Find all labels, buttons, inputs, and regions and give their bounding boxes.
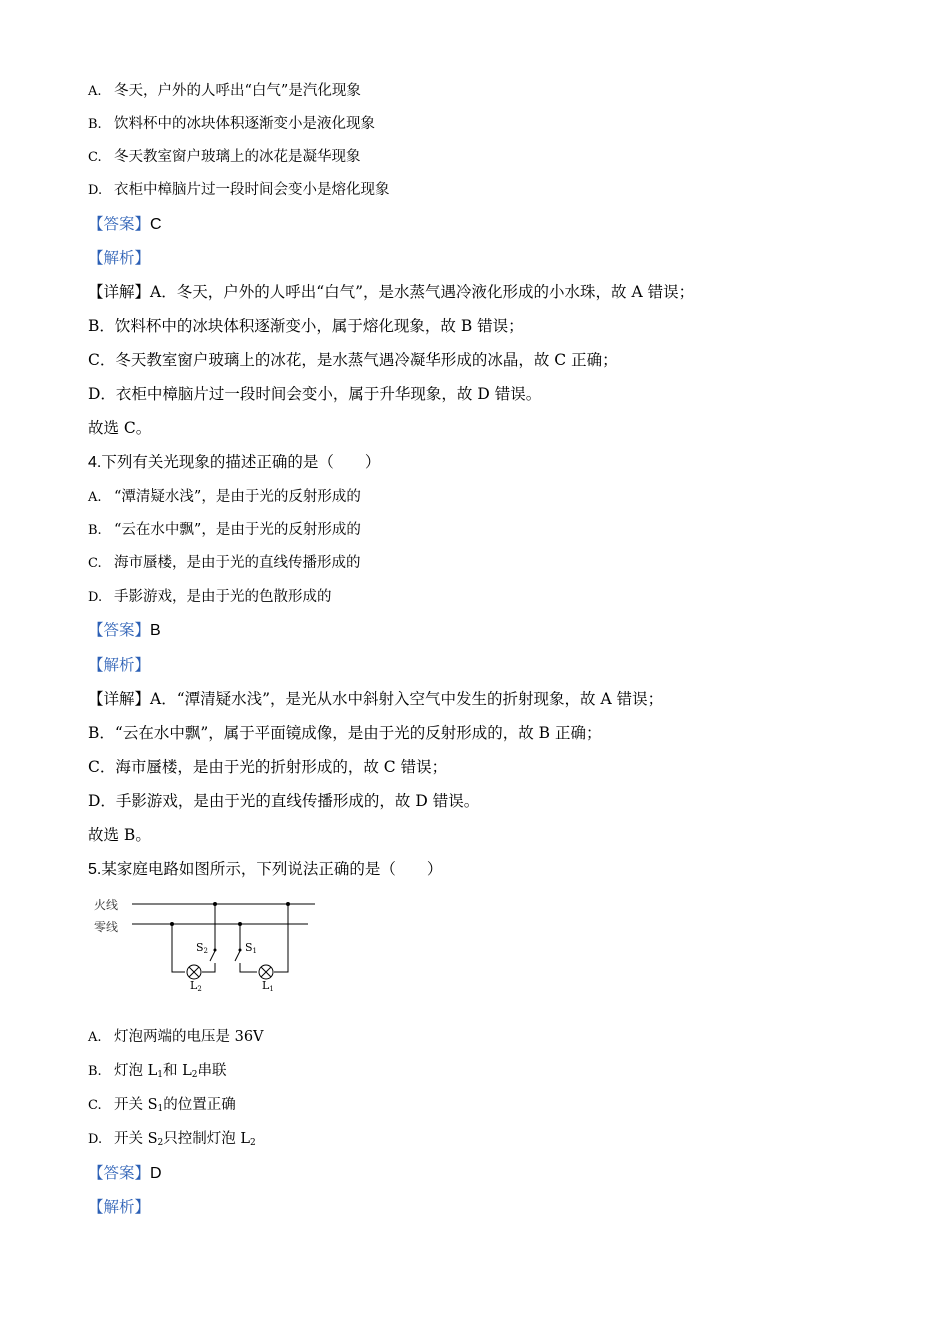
q3-analysis-tag: 【解析】 (88, 249, 151, 267)
q5-option-d: D. 开关 $S_2$只控制灯泡 $L_2$ (88, 1131, 256, 1148)
q4-option-d: D. 手影游戏，是由于光的色散形成的 (88, 589, 332, 605)
branch-l1-right-wire (274, 904, 288, 972)
q3-detail-d: D．衣柜中樟脑片过一段时间会变小，属于升华现象，故 D 错误。 (88, 385, 542, 403)
q3-detail-b: B．饮料杯中的冰块体积逐渐变小，属于熔化现象，故 B 错误； (88, 317, 524, 335)
q5-option-b: B. 灯泡 $L_1$和 $L_2$串联 (88, 1063, 227, 1080)
q3-option-a: A. 冬天，户外的人呼出“白气”是汽化现象 (88, 83, 361, 99)
neutral-wire-label: 零线 (94, 920, 119, 934)
q3-detail-c: C．冬天教室窗户玻璃上的冰花，是水蒸气遇冷凝华形成的冰晶，故 C 正确； (88, 351, 618, 369)
junction-dot (213, 902, 217, 906)
branch-l2-right-wire (202, 963, 215, 972)
switch-s2-label: S2 (196, 941, 209, 955)
q3-conclusion: 故选 C。 (88, 419, 152, 437)
lamp-l1-icon (259, 965, 273, 979)
q4-answer: 【答案】B (88, 621, 161, 639)
q5-analysis-tag: 【解析】 (88, 1198, 151, 1216)
q5-option-c: C. 开关 $S_1$的位置正确 (88, 1097, 236, 1114)
q3-answer: 【答案】C (88, 215, 162, 233)
q4-conclusion: 故选 B。 (88, 826, 151, 844)
q3-option-d: D. 衣柜中樟脑片过一段时间会变小是熔化现象 (88, 182, 390, 198)
lamp-l1-label: L1 (262, 979, 274, 993)
branch-l1-left-wire (240, 963, 257, 972)
switch-s1-blade (235, 951, 240, 961)
q5-stem: 5.某家庭电路如图所示，下列说法正确的是（ ） (88, 860, 443, 878)
q4-stem: 4.下列有关光现象的描述正确的是（ ） (88, 453, 381, 471)
switch-s2-blade (210, 951, 215, 961)
switch-s2-contact (214, 949, 217, 952)
q4-option-c: C. 海市蜃楼，是由于光的直线传播形成的 (88, 555, 361, 571)
junction-dot (238, 922, 242, 926)
q3-option-c: C. 冬天教室窗户玻璃上的冰花是凝华现象 (88, 149, 361, 165)
q3-option-b: B. 饮料杯中的冰块体积逐渐变小是液化现象 (88, 116, 375, 132)
q4-option-b: B. “云在水中飘”，是由于光的反射形成的 (88, 522, 361, 538)
q4-analysis-tag: 【解析】 (88, 656, 151, 674)
live-wire-label: 火线 (94, 898, 119, 912)
q4-detail-b: B．“云在水中飘”，属于平面镜成像，是由于光的反射形成的，故 B 正确； (88, 724, 602, 742)
q4-detail-c: C．海市蜃楼，是由于光的折射形成的，故 C 错误； (88, 758, 448, 776)
q4-detail-a: 【详解】A．“潭清疑水浅”，是光从水中斜射入空气中发生的折射现象，故 A 错误； (88, 690, 664, 708)
q5-answer: 【答案】D (88, 1164, 162, 1182)
switch-s1-contact (239, 949, 242, 952)
q4-option-a: A. “潭清疑水浅”，是由于光的反射形成的 (88, 489, 361, 505)
q4-detail-d: D．手影游戏，是由于光的直线传播形成的，故 D 错误。 (88, 792, 480, 810)
branch-l2-left-wire (172, 924, 185, 972)
q5-option-a: A. 灯泡两端的电压是 36V (88, 1029, 264, 1045)
lamp-l2-label: L2 (190, 979, 202, 993)
circuit-diagram (90, 893, 330, 998)
junction-dot (286, 902, 290, 906)
switch-s1-label: S1 (245, 941, 258, 955)
q3-detail-a: 【详解】A．冬天，户外的人呼出“白气”，是水蒸气遇冷液化形成的小水珠，故 A 错误； (88, 283, 695, 301)
junction-dot (170, 922, 174, 926)
lamp-l2-icon (187, 965, 201, 979)
